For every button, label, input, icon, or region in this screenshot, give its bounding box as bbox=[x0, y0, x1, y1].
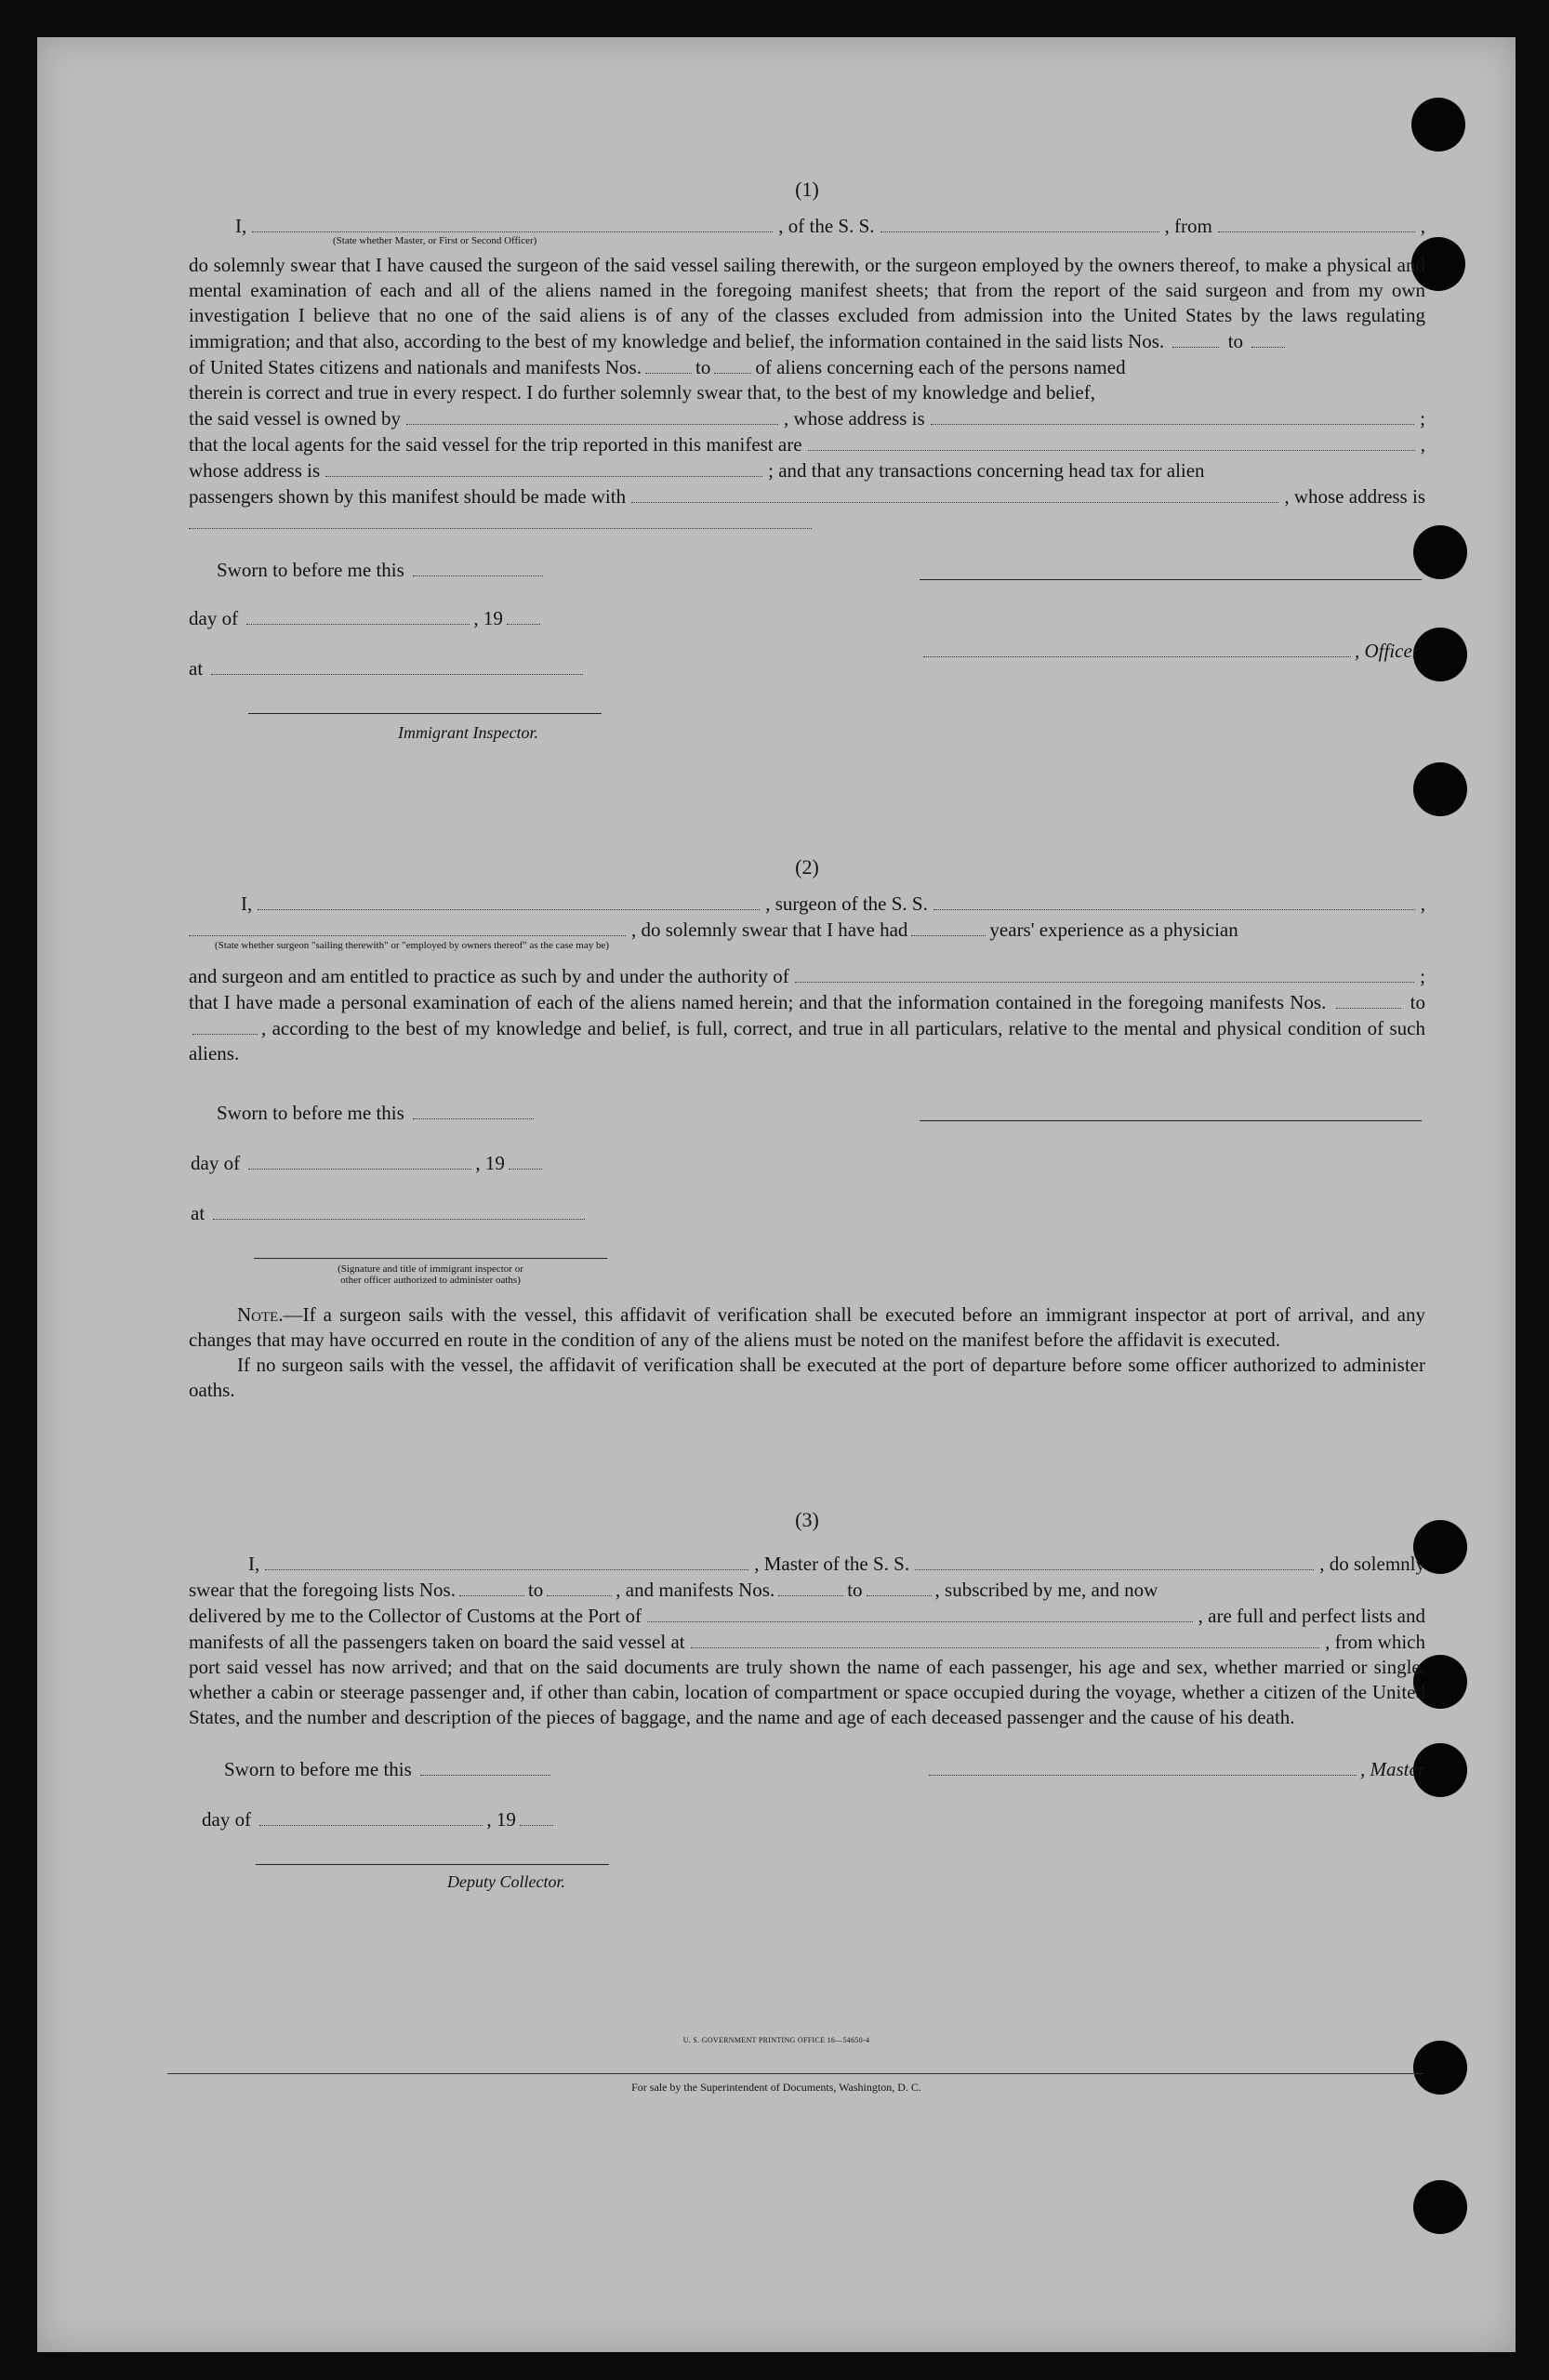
of-ss-label: , of the S. S. bbox=[778, 215, 875, 237]
master-label: , Master bbox=[1360, 1758, 1425, 1780]
port-from-field[interactable] bbox=[1218, 213, 1415, 232]
at-field[interactable] bbox=[213, 1200, 585, 1220]
section-number: (3) bbox=[795, 1508, 819, 1531]
body-text-a: do solemnly swear that I have caused the surgeon of the said vessel sailing therewith, or the surgeon employed by the owners thereof, to make a physical and mental examination of each and all of the aliens named in the foregoing manifest sheets; that from the report of the said surgeon and from my own investigation I believe that no one of the said aliens is of any of the classes excluded from admission into the United States by the laws regulating immigration; and that also, according to the best of my knowledge and belief, the information contained in the said lists Nos. bbox=[189, 254, 1425, 352]
vessel-name-field[interactable] bbox=[915, 1551, 1314, 1570]
officer-label: , Officer bbox=[1355, 640, 1420, 662]
section-2-signature-block bbox=[189, 1100, 1425, 1286]
authority-label: and surgeon and am entitled to practice as such by and under the authority of bbox=[189, 965, 789, 987]
signature-note-1: (Signature and title of immigrant inspector or bbox=[338, 1263, 523, 1275]
year-field[interactable] bbox=[509, 1150, 542, 1170]
signature-line[interactable] bbox=[920, 1120, 1422, 1121]
full-perfect-label: , are full and perfect lists and bbox=[1198, 1605, 1425, 1627]
master-note: (State whether Master, or First or Second Officer) bbox=[333, 235, 537, 246]
master-of-label: , Master of the S. S. bbox=[754, 1553, 910, 1575]
manifests-from-field[interactable] bbox=[778, 1577, 843, 1596]
passengers-label: passengers shown by this manifest should be made with bbox=[189, 485, 627, 508]
swear-had-label: , do solemnly swear that I have had bbox=[631, 919, 908, 941]
i-label: I, bbox=[241, 892, 253, 915]
whose-address-label: , whose address is bbox=[784, 407, 925, 430]
owner-field[interactable] bbox=[406, 405, 778, 425]
semicolon: ; bbox=[1420, 965, 1425, 987]
agents-address-field[interactable] bbox=[325, 457, 762, 477]
sworn-label: Sworn to before me this bbox=[217, 559, 404, 581]
agents-address-label: whose address is bbox=[189, 459, 321, 482]
year-field[interactable] bbox=[520, 1806, 553, 1826]
day-of-field[interactable] bbox=[259, 1806, 483, 1826]
year-label: , 19 bbox=[473, 607, 503, 629]
lists-from-field[interactable] bbox=[459, 1577, 524, 1596]
to-label: to bbox=[1410, 991, 1426, 1013]
printing-office-mark: U. S. GOVERNMENT PRINTING OFFICE 16—54650-4 bbox=[682, 2036, 870, 2044]
year-label: , 19 bbox=[486, 1808, 516, 1831]
form-sheet bbox=[37, 37, 1516, 2352]
from-label: , from bbox=[1164, 215, 1212, 237]
surgeon-note: (State whether surgeon "sailing therewith" or "employed by owners thereof" as the case may be) bbox=[215, 940, 610, 951]
i-label: I, bbox=[248, 1553, 260, 1575]
subscribed-label: , subscribed by me, and now bbox=[934, 1579, 1158, 1601]
manifests-of-label: manifests of all the passengers taken on board the said vessel at bbox=[189, 1631, 685, 1653]
for-sale-note: For sale by the Superintendent of Documents, Washington, D. C. bbox=[631, 2081, 921, 2094]
note-label: Note. bbox=[237, 1303, 284, 1326]
day-of-label: day of bbox=[202, 1808, 252, 1831]
year-field[interactable] bbox=[507, 605, 540, 625]
master-signature-field[interactable] bbox=[929, 1756, 1357, 1776]
surgeon-status-field[interactable] bbox=[189, 917, 626, 936]
year-label: , 19 bbox=[475, 1152, 505, 1174]
note-text-2: If no surgeon sails with the vessel, the affidavit of verification shall be executed at the port of departure before some officer authorized to administer oaths. bbox=[189, 1354, 1425, 1401]
head-tax-contact-field[interactable] bbox=[631, 483, 1278, 503]
section-3 bbox=[189, 1507, 1425, 1896]
manifests-from-field[interactable] bbox=[645, 354, 692, 374]
form-content bbox=[189, 177, 1425, 1896]
body-end-text: , according to the best of my knowledge and belief, is full, correct, and true in all particulars, relative to the mental and physical condition of such aliens. bbox=[189, 1017, 1425, 1064]
signature-note-2: other officer authorized to administer oaths) bbox=[340, 1275, 521, 1286]
signature-line[interactable] bbox=[920, 579, 1422, 580]
at-label: at bbox=[189, 657, 204, 680]
sworn-day-field[interactable] bbox=[413, 1100, 534, 1119]
manifests-to-field[interactable] bbox=[867, 1577, 932, 1596]
port-at-field[interactable] bbox=[691, 1629, 1320, 1648]
us-citizens-text: of United States citizens and nationals and manifests Nos. bbox=[189, 356, 642, 378]
whose-address-end-label: , whose address is bbox=[1284, 485, 1425, 508]
to-label: to bbox=[1227, 330, 1244, 352]
and-manifests-label: , and manifests Nos. bbox=[616, 1579, 775, 1601]
inspector-signature-line[interactable] bbox=[248, 713, 602, 714]
surgeon-of-label: , surgeon of the S. S. bbox=[765, 892, 928, 915]
do-solemnly-label: , do solemnly bbox=[1319, 1553, 1425, 1575]
inspector-label: Immigrant Inspector. bbox=[398, 723, 538, 742]
inspector-signature-line[interactable] bbox=[254, 1258, 607, 1259]
swear-lists-label: swear that the foregoing lists Nos. bbox=[189, 1579, 456, 1601]
head-tax-text: ; and that any transactions concerning head tax for alien bbox=[768, 459, 1205, 482]
lists-to-field[interactable] bbox=[1251, 328, 1285, 348]
surgeon-name-field[interactable] bbox=[258, 891, 760, 910]
body-text: port said vessel has now arrived; and that on the said documents are truly shown the name of each passenger, his age and sex, whether married or single, whether a cabin or steerage passenger and, if other than cabin, location of compartment or space occupied during the voyage, whether a citizen of the United States, and the number and description of the pieces of baggage, and the name and age of each deceased passenger and the cause of his death. bbox=[189, 1656, 1425, 1728]
note-text: —If a surgeon sails with the vessel, this affidavit of verification shall be executed before an immigrant inspector at port of arrival, and any changes that may have occurred en route in the condition of any of the aliens must be noted on the manifest before the affidavit is executed. bbox=[189, 1303, 1425, 1351]
deputy-signature-line[interactable] bbox=[256, 1864, 609, 1865]
binder-hole-10 bbox=[1413, 2180, 1467, 2234]
local-agents-field[interactable] bbox=[808, 431, 1415, 451]
years-exp-label: years' experience as a physician bbox=[989, 919, 1238, 941]
section-1-signature-block bbox=[189, 548, 1425, 761]
note-paragraph bbox=[189, 1302, 1425, 1353]
master-name-field[interactable] bbox=[252, 213, 773, 232]
i-label: I, bbox=[235, 215, 247, 237]
owned-by-label: the said vessel is owned by bbox=[189, 407, 402, 430]
at-field[interactable] bbox=[211, 655, 583, 675]
day-of-label: day of bbox=[189, 607, 239, 629]
day-of-field[interactable] bbox=[248, 1150, 471, 1170]
aliens-text: of aliens concerning each of the persons named bbox=[755, 356, 1126, 378]
sworn-day-field[interactable] bbox=[413, 557, 543, 576]
to-label: to bbox=[527, 1579, 544, 1601]
body-text: that I have made a personal examination of each of the aliens named herein; and that the information contained in the foregoing manifests Nos. bbox=[189, 991, 1327, 1013]
local-agents-label: that the local agents for the said vessel for the trip reported in this manifest are bbox=[189, 433, 802, 456]
vessel-name-field[interactable] bbox=[933, 891, 1415, 910]
section-2: (2) I, , surgeon of the S. S. , , do solemnly swear that I have had years' experience as a physician (State whether surgeon "sailing therewith" or "employed by owners thereof" as the case may be) and surgeon and am entitled to practice as such by and under the authority of ; that I have made a personal examination of each of the aliens named herein; and that the information contained in the foregoing manifests Nos. to , according to the best of my knowledge and belief, is full, correct, and true in all particulars, relative to the mental and physical condition of such aliens. Sworn to before me this day of , 19 at (Signature and title of immigrant inspector or other officer authorized to administer oaths) Note.—If a surgeon sails with the vessel, this affidavit of verification shall be executed before an immigrant inspector at port of arrival, and any changes that may have occurred en route in the condition of any of the aliens must be noted on the manifest before the affidavit is executed. If no surgeon sails with the vessel, the affidavit of verification shall be executed at the port of departure before some officer authorized to administer oaths. bbox=[189, 855, 1426, 1401]
section-3-signature-block bbox=[189, 1756, 1425, 1896]
sworn-label: Sworn to before me this bbox=[224, 1758, 412, 1780]
lists-to-field[interactable] bbox=[547, 1577, 612, 1596]
manifests-from-field[interactable] bbox=[1336, 989, 1401, 1009]
owner-address-field[interactable] bbox=[931, 405, 1414, 425]
years-field[interactable] bbox=[911, 917, 986, 936]
authority-field[interactable] bbox=[795, 963, 1414, 983]
delivered-label: delivered by me to the Collector of Customs at the Port of bbox=[189, 1605, 642, 1627]
body-text-b: therein is correct and true in every respect. I do further solemnly swear that, to the best of my knowledge and belief, bbox=[189, 381, 1095, 403]
section-number: (2) bbox=[795, 855, 819, 879]
sworn-day-field[interactable] bbox=[420, 1756, 550, 1776]
officer-field[interactable] bbox=[923, 638, 1351, 657]
to-label: to bbox=[847, 1579, 863, 1601]
at-label: at bbox=[191, 1202, 205, 1224]
vessel-name-field[interactable] bbox=[880, 213, 1159, 232]
to-label: to bbox=[695, 356, 711, 378]
binder-hole-1 bbox=[1411, 98, 1465, 152]
manifests-to-field[interactable] bbox=[192, 1015, 258, 1035]
semicolon: ; bbox=[1420, 407, 1425, 430]
sworn-label: Sworn to before me this bbox=[217, 1102, 404, 1124]
deputy-label: Deputy Collector. bbox=[447, 1872, 565, 1891]
footer-rule bbox=[167, 2073, 1423, 2074]
day-of-field[interactable] bbox=[246, 605, 470, 625]
master-name-field[interactable] bbox=[265, 1551, 748, 1570]
from-which-label: , from which bbox=[1325, 1631, 1425, 1653]
section-1: (1) I, , of the S. S. , from , (State whether Master, or First or Second Officer) do solemnly swear that I have caused the surgeon of the said vessel sailing therewith, or the surgeon employed by the owners thereof, to make a physical and mental examination of each and all of the aliens named in the foregoing manifest sheets; that from the report of the said surgeon and from my own investigation I believe that no one of the said aliens is of any of the classes excluded from admission into the United States by the laws regulating immigration; and that also, according to the best of my knowledge and belief, the information contained in the said lists Nos. to of United States citizens and nationals and manifests Nos. to of aliens concerning each of the persons named therein is correct and true in every respect. I do further solemnly swear that, to the best of my knowledge and belief, the said vessel is owned by , whose address is ; that the local agents for the said vessel for the trip reported in this manifest are , whose address is ; and that any transactions concerning head tax for alien passengers shown by this manifest should be made with , whose address is Sworn to before me this day of , 19 , Officer at Immigrant Inspector. bbox=[189, 177, 1425, 761]
port-of-field[interactable] bbox=[647, 1603, 1193, 1622]
section-number: (1) bbox=[795, 178, 819, 201]
manifests-to-field[interactable] bbox=[714, 354, 751, 374]
day-of-label: day of bbox=[191, 1152, 241, 1174]
contact-address-field[interactable] bbox=[189, 509, 812, 529]
lists-from-field[interactable] bbox=[1172, 328, 1219, 348]
